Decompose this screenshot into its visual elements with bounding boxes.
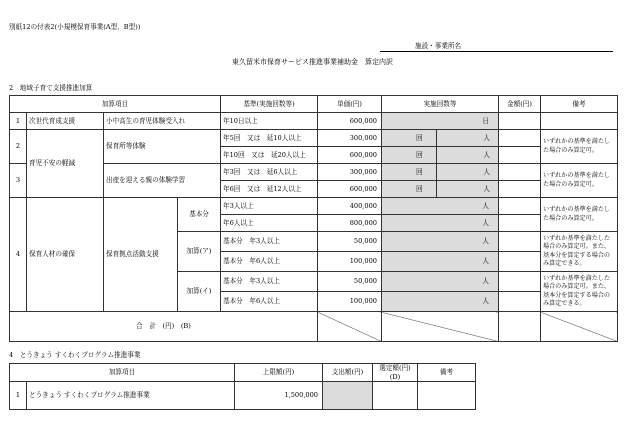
facility-name-label: 施設・事業所名: [415, 42, 462, 50]
unit-price: 400,000: [318, 198, 382, 215]
row-number: 3: [10, 164, 27, 198]
unit-price: 100,000: [318, 292, 382, 312]
unit-price: 600,000: [318, 181, 382, 198]
count-people-cell[interactable]: [437, 164, 499, 181]
count-cell[interactable]: [382, 252, 499, 272]
unit-price: 600,000: [318, 147, 382, 164]
criteria: 年10日以上: [221, 113, 318, 130]
header-selected: 選定額(円)(D): [373, 364, 418, 382]
item-name: 育児不安の軽減: [27, 130, 104, 198]
count-cell[interactable]: [382, 215, 499, 232]
unit-people: 人: [482, 297, 489, 306]
count-cell[interactable]: [382, 113, 499, 130]
unit-people: 人: [483, 150, 490, 159]
count-times-cell[interactable]: [382, 181, 437, 198]
amount-cell[interactable]: [499, 272, 541, 292]
unit-price: 600,000: [318, 113, 382, 130]
total-diagonal: [541, 312, 618, 342]
unit-people: 人: [482, 237, 489, 246]
row-number: 2: [10, 130, 27, 164]
item-subsub: 加算(ア): [178, 232, 221, 272]
total-label: 合 計 (円) (B): [10, 312, 318, 342]
header-remarks: 備考: [418, 364, 476, 382]
amount-cell[interactable]: [499, 130, 541, 147]
unit-times: 回: [416, 150, 423, 159]
table-row: [10, 198, 618, 215]
count-cell[interactable]: [382, 232, 499, 252]
header-limit: 上限額(円): [235, 364, 323, 382]
row-number: 4: [10, 198, 27, 312]
amount-cell[interactable]: [499, 232, 541, 252]
criteria: 年3人以上: [221, 198, 318, 215]
item-sub: 保育所等体験: [104, 130, 221, 164]
amount-cell[interactable]: [499, 147, 541, 164]
count-people-cell[interactable]: [437, 181, 499, 198]
amount-cell[interactable]: [499, 181, 541, 198]
unit-people: 人: [482, 201, 489, 210]
limit-amount: 1,500,000: [235, 382, 323, 410]
amount-cell[interactable]: [499, 164, 541, 181]
amount-cell[interactable]: [499, 215, 541, 232]
unit-price: 50,000: [318, 232, 382, 252]
remarks-cell: いずれか基準を満たした場合のみ算定可。また、基本分を算定する場合のみ算定できる。: [541, 232, 618, 272]
facility-name-line: [380, 51, 613, 52]
total-diagonal: [318, 312, 382, 342]
unit-price: 300,000: [318, 130, 382, 147]
row-number: 1: [10, 382, 27, 410]
header-item: 加算項目: [10, 364, 235, 382]
table-row: [10, 113, 618, 130]
unit-price: 800,000: [318, 215, 382, 232]
remarks-cell: [418, 382, 476, 410]
item-sub: 出産を迎える親の体験学習: [104, 164, 221, 198]
header-amount: 金額(円): [499, 96, 541, 113]
unit-people: 人: [483, 133, 490, 142]
selected-amount-cell[interactable]: [373, 382, 418, 410]
unit-people: 人: [483, 167, 490, 176]
doc-title: 東久留米市保育サービス推進事業補助金 算定内訳: [232, 58, 393, 66]
header-criteria: 基準(実施回数等): [221, 96, 318, 113]
amount-cell[interactable]: [499, 198, 541, 215]
table-row: [10, 130, 618, 147]
remarks-cell: いずれかの基準を満たした場合のみ算定可。: [541, 130, 618, 164]
criteria: 年5回 又は 延10人以上: [221, 130, 318, 147]
header-paid: 支出額(円): [323, 364, 373, 382]
amount-cell[interactable]: [499, 252, 541, 272]
amount-cell[interactable]: [499, 113, 541, 130]
count-cell[interactable]: [382, 272, 499, 292]
amount-cell[interactable]: [499, 292, 541, 312]
item-sub: 小中高生の育児体験受入れ: [104, 113, 221, 130]
header-unit-price: 単価(円): [318, 96, 382, 113]
item-name: とうきょう すくわくプログラム推進事業: [27, 382, 235, 410]
item-name: 保育人材の確保: [27, 198, 104, 312]
count-people-cell[interactable]: [437, 130, 499, 147]
total-diagonal: [382, 312, 499, 342]
unit-price: 100,000: [318, 252, 382, 272]
remarks-cell: いずれか基準を満たした場合のみ算定可。また、基本分を算定する場合のみ算定できる。: [541, 272, 618, 312]
total-amount-cell[interactable]: [499, 312, 541, 342]
criteria: 年6回 又は 延12人以上: [221, 181, 318, 198]
unit-day: 日: [482, 116, 489, 125]
count-times-cell[interactable]: [382, 164, 437, 181]
section2-title: 2 地域子育て支援推進加算: [9, 84, 93, 92]
unit-people: 人: [482, 257, 489, 266]
unit-people: 人: [482, 277, 489, 286]
unit-times: 回: [416, 184, 423, 193]
unit-price: 50,000: [318, 272, 382, 292]
sukuwaku-table: [9, 363, 476, 410]
item-subsub: 加算(イ): [178, 272, 221, 312]
count-cell[interactable]: [382, 292, 499, 312]
total-row: [10, 312, 618, 342]
criteria: 基本分 年3人以上: [221, 272, 318, 292]
unit-people: 人: [482, 218, 489, 227]
unit-times: 回: [416, 167, 423, 176]
unit-times: 回: [416, 133, 423, 142]
item-name: 次世代育成支援: [27, 113, 104, 130]
criteria: 年6人以上: [221, 215, 318, 232]
remarks-cell: [541, 113, 618, 130]
count-times-cell[interactable]: [382, 130, 437, 147]
row-number: 1: [10, 113, 27, 130]
count-people-cell[interactable]: [437, 147, 499, 164]
criteria: 年10回 又は 延20人以上: [221, 147, 318, 164]
header-item: 加算項目: [10, 96, 221, 113]
section4-title: 4 とうきょう すくわくプログラム推進事業: [9, 351, 141, 359]
header-remarks: 備考: [541, 96, 618, 113]
criteria: 基本分 年6人以上: [221, 292, 318, 312]
paid-amount-cell[interactable]: [323, 382, 373, 410]
item-sub: 保育拠点活動支援: [104, 198, 178, 312]
count-cell[interactable]: [382, 198, 499, 215]
remarks-cell: いずれかの基準を満たした場合のみ算定可。: [541, 198, 618, 232]
regional-support-table: [9, 95, 618, 342]
criteria: 年3回 又は 延6人以上: [221, 164, 318, 181]
unit-price: 300,000: [318, 164, 382, 181]
criteria: 基本分 年3人以上: [221, 232, 318, 252]
form-label: 別紙12の付表2(小規模保育事業(A型、B型)): [9, 23, 141, 31]
criteria: 基本分 年6人以上: [221, 252, 318, 272]
remarks-cell: いずれかの基準を満たした場合のみ算定可。: [541, 164, 618, 198]
header-count: 実施回数等: [382, 96, 499, 113]
item-subsub: 基本分: [178, 198, 221, 232]
table-row: [10, 382, 476, 410]
unit-people: 人: [483, 184, 490, 193]
count-times-cell[interactable]: [382, 147, 437, 164]
